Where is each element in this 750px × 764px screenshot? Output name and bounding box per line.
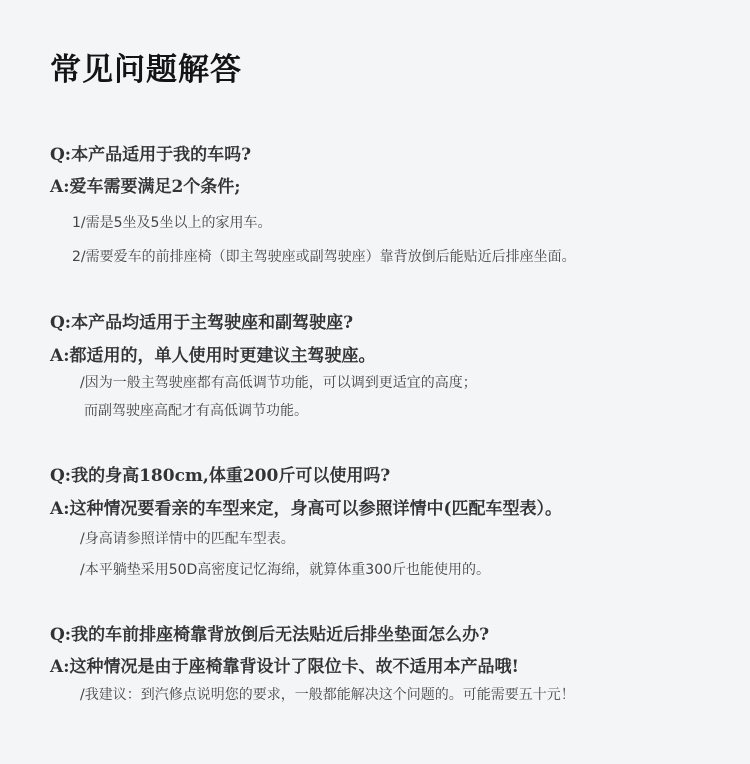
faq-detail: /我建议：到汽修点说明您的要求，一般都能解决这个问题的。可能需要五十元！ xyxy=(80,687,575,703)
faq-detail: /因为一般主驾驶座都有高低调节功能，可以调到更适宜的高度； xyxy=(80,375,477,391)
faq-answer: A:爱车需要满足2个条件; xyxy=(50,177,241,197)
faq-detail: /本平躺垫采用50D高密度记忆海绵，就算体重300斤也能使用的。 xyxy=(80,562,491,578)
faq-detail: /身高请参照详情中的匹配车型表。 xyxy=(80,531,295,547)
faq-answer: A:这种情况是由于座椅靠背设计了限位卡、故不适用本产品哦! xyxy=(50,657,519,677)
page-title: 常见问题解答 xyxy=(50,52,242,88)
faq-answer: A:这种情况要看亲的车型来定，身高可以参照详情中(匹配车型表）。 xyxy=(50,499,563,519)
faq-question: Q:本产品均适用于主驾驶座和副驾驶座? xyxy=(50,313,354,333)
faq-question: Q:本产品适用于我的车吗? xyxy=(50,145,252,165)
faq-question: Q:我的车前排座椅靠背放倒后无法贴近后排坐垫面怎么办? xyxy=(50,625,490,645)
faq-detail: 2/需要爱车的前排座椅（即主驾驶座或副驾驶座）靠背放倒后能贴近后排座坐面。 xyxy=(72,249,576,265)
faq-detail: 1/需是5坐及5坐以上的家用车。 xyxy=(72,215,272,231)
faq-detail: 而副驾驶座高配才有高低调节功能。 xyxy=(84,403,308,419)
faq-answer: A:都适用的，单人使用时更建议主驾驶座。 xyxy=(50,346,376,366)
faq-question: Q:我的身高180cm,体重200斤可以使用吗? xyxy=(50,466,391,486)
